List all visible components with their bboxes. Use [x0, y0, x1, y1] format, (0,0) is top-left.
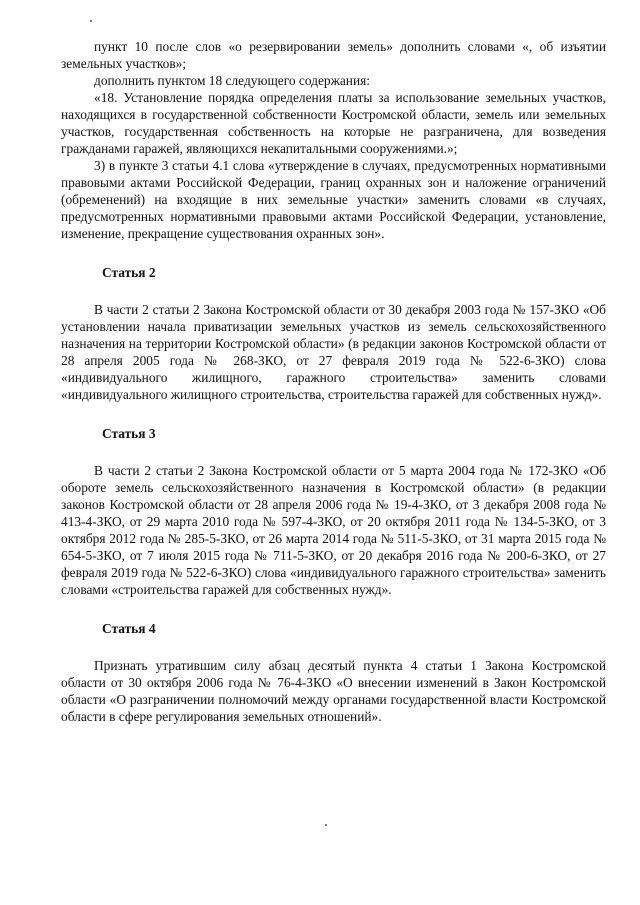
article-2-text: В части 2 статьи 2 Закона Костромской области от 30 декабря 2003 года № 157-ЗКО «Об установлении начала приватизации земельных участков из земель сельскохозяйственного назначения на территории Костромской области» (в редакции законов Костромской области от 28 апреля 2005 года № 268-ЗКО, от 27 февраля 2019 года № 522-6-ЗКО) слова «индивидуального жилищного, гаражного строительства» заменить словами «индивидуального жилищного строительства, строительства гаражей для собственных нужд».: [61, 302, 606, 402]
paragraph-article41: 3) в пункте 3 статьи 4.1 слова «утверждение в случаях, предусмотренных нормативными правовыми актами Российской Федерации, границ охранных зон и наложение ограничений (обременений) на входящие в них земельные участки» заменить словами «в случаях, предусмотренных нормативными правовыми актами Российской Федерации, установление, изменение, прекращение существования охранных зон».: [61, 158, 606, 241]
article-3-heading: Статья 3: [102, 426, 156, 441]
article-2-heading: Статья 2: [102, 265, 156, 280]
article-3-text: В части 2 статьи 2 Закона Костромской области от 5 марта 2004 года № 172-ЗКО «Об обороте земель сельскохозяйственного назначения в Костромской области» (в редакции законов Костромской области от 28 апреля 2006 года № 19-4-ЗКО, от 3 декабря 2008 года № 413-4-ЗКО, от 29 марта 2010 года № 597-4-ЗКО, от 20 октября 2011 года № 134-5-ЗКО, от 3 октября 2012 года № 285-5-ЗКО, от 26 марта 2014 года № 511-5-ЗКО, от 31 марта 2015 года № 654-5-ЗКО, от 7 июля 2015 года № 711-5-ЗКО, от 20 декабря 2016 года № 200-6-ЗКО, от 27 февраля 2019 года № 522-6-ЗКО) слова «индивидуального гаражного строительства» заменить словами «строительства гаражей для собственных нужд».: [61, 463, 606, 597]
paragraph-add-item18: дополнить пунктом 18 следующего содержания:: [94, 73, 371, 88]
scan-speck: [325, 824, 327, 826]
article-4-text: Признать утратившим силу абзац десятый пункта 4 статьи 1 Закона Костромской области от 30 октября 2006 года № 76-4-ЗКО «О внесении изменений в Закон Костромской области «О разграничении полномочий между органами государственной власти Костромской области в сфере регулирования земельных отношений».: [61, 658, 606, 724]
article-4-heading: Статья 4: [102, 621, 156, 636]
paragraph-item10: пункт 10 после слов «о резервировании земель» дополнить словами «, об изъятии земельных участков»;: [61, 39, 606, 71]
paragraph-item18-text: «18. Установление порядка определения платы за использование земельных участков, находящихся в государственной собственности Костромской области, земель или земельных участков, государственная собственность на которые не разграничена, для возведения гражданами гаражей, являющихся некапитальными сооружениями.»;: [61, 90, 606, 156]
document-page: [61, 38, 606, 725]
scan-speck: [90, 20, 92, 22]
